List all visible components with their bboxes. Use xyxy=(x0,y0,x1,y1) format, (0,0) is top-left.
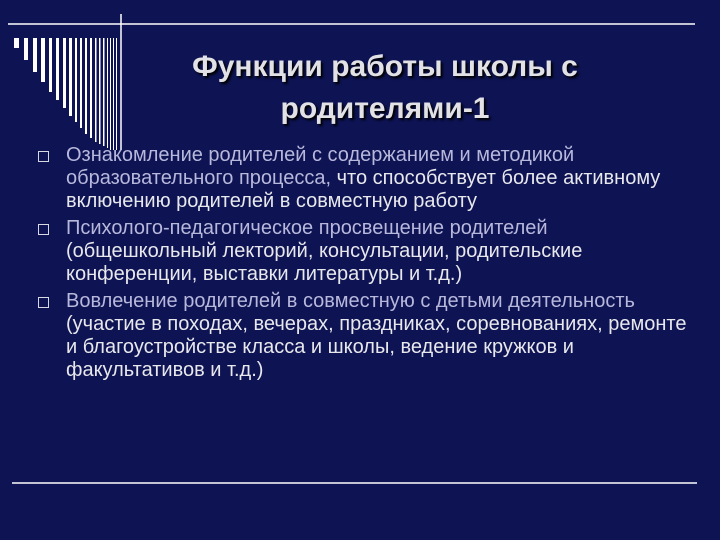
list-item-text xyxy=(66,290,686,381)
square-bullet-icon xyxy=(38,151,49,162)
comb-bars xyxy=(14,38,117,150)
list-item-text xyxy=(66,144,660,212)
list-item-rest: (общешкольный лекторий, консультации, родительские конференции, выставки литературы и т.д.) xyxy=(66,240,583,285)
list-item xyxy=(38,290,698,382)
functions-list xyxy=(38,144,698,386)
list-item xyxy=(38,144,698,213)
slide-title-line-1: Функции работы школы с xyxy=(192,50,578,83)
slide-title xyxy=(150,46,620,130)
slide-title-line-2: родителями-1 xyxy=(280,92,490,125)
list-item-highlight: Психолого-педагогическое просвещение родителей xyxy=(66,217,548,239)
list-item-text xyxy=(66,217,582,285)
list-item-highlight: Ознакомление родителей с содержанием и методикой образовательного процесса, xyxy=(66,144,575,189)
list-item-rest: что способствует более активному включению родителей в совместную работу xyxy=(66,167,661,212)
list-item-highlight: Вовлечение родителей в совместную с детьми деятельность xyxy=(66,290,635,312)
list-item xyxy=(38,217,698,286)
list-item-rest: (участие в походах, вечерах, праздниках, соревнованиях, ремонте и благоустройстве класса и школы, ведение кружков и факультативов и т.д.) xyxy=(66,313,687,381)
square-bullet-icon xyxy=(38,297,49,308)
square-bullet-icon xyxy=(38,224,49,235)
